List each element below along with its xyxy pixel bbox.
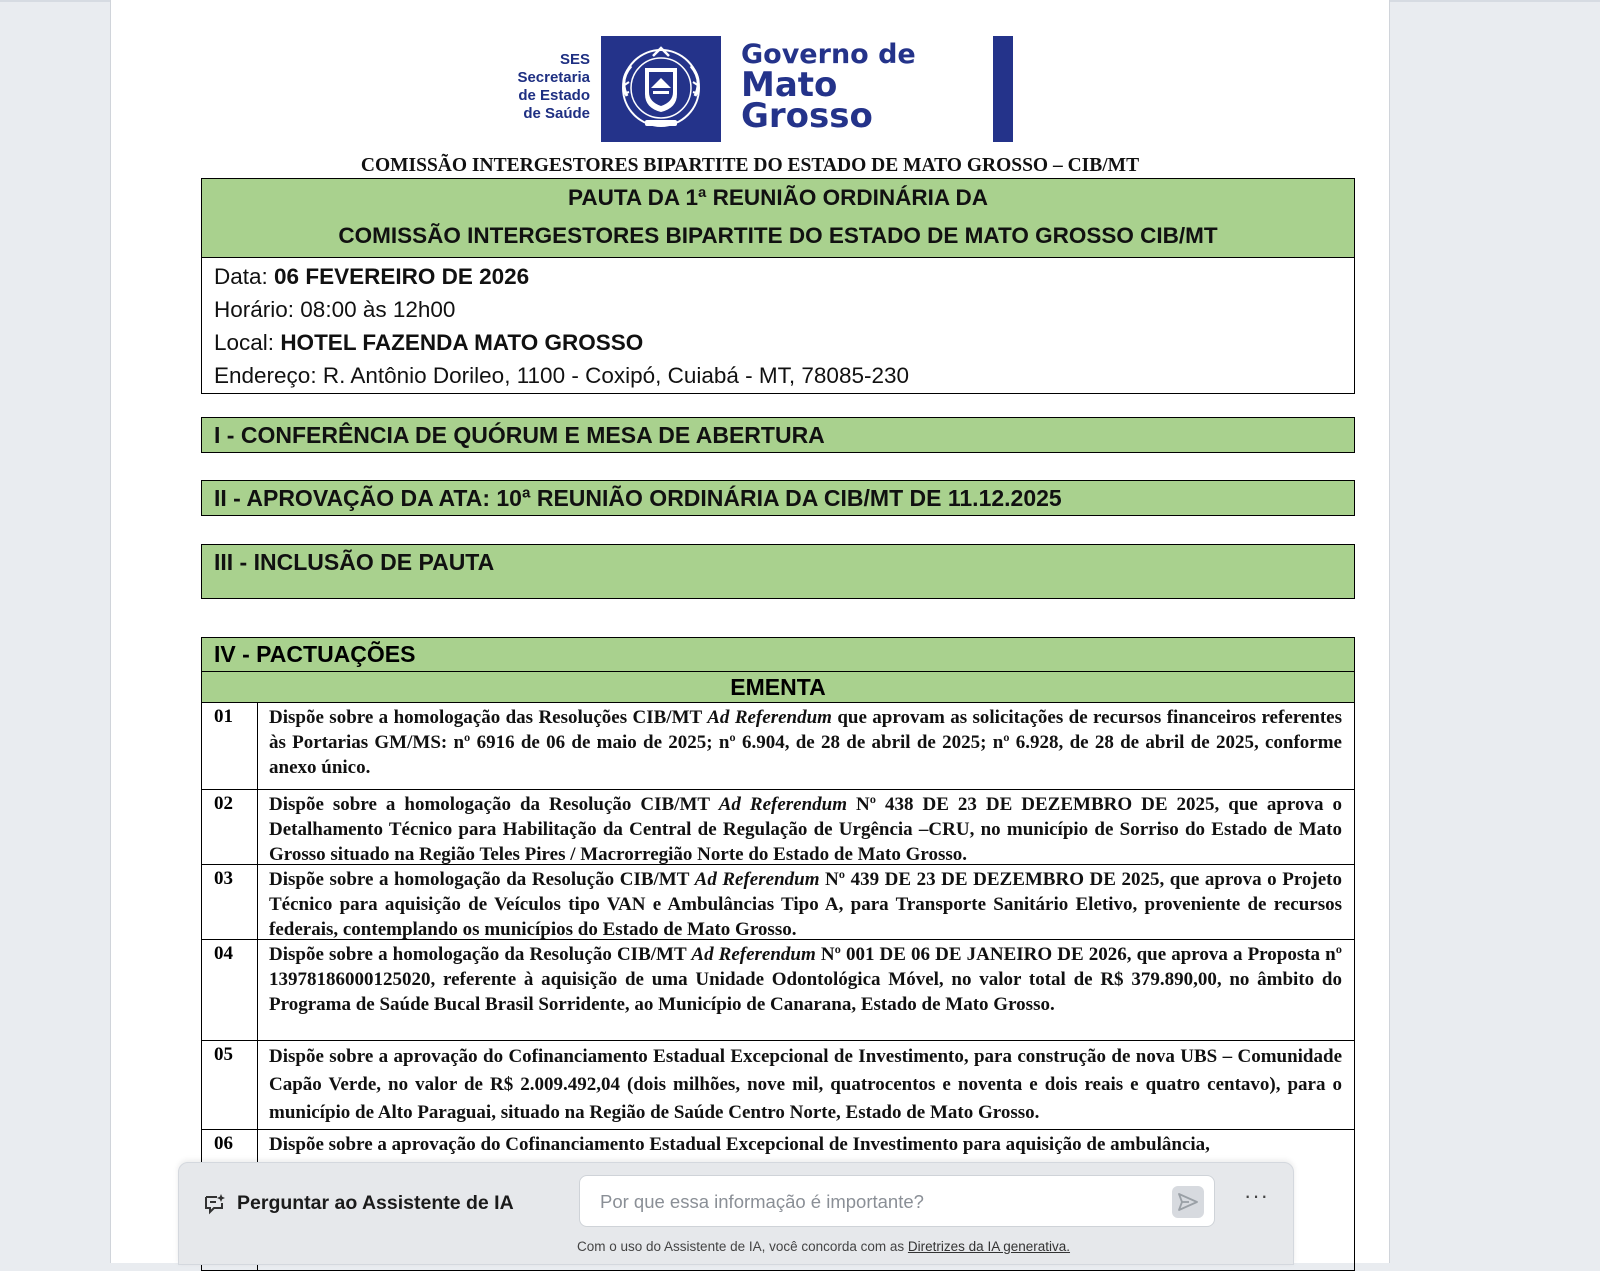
table-row: [202, 865, 1354, 940]
row-number: 02: [202, 790, 258, 864]
ai-disclaimer: Com o uso do Assistente de IA, você concorda com as Diretrizes da IA generativa.: [577, 1239, 1071, 1254]
gov-line: Grosso: [741, 96, 873, 136]
commission-title: COMISSÃO INTERGESTORES BIPARTITE DO ESTADO DE MATO GROSSO – CIB/MT: [360, 155, 1140, 176]
row-text: Dispõe sobre a aprovação do Cofinanciamento Estadual Excepcional de Investimento para aquisição de ambulância,: [269, 1134, 1210, 1155]
row-text: Dispõe sobre a homologação das Resoluções CIB/MT Ad Referendum que aprovam as solicitações de recursos financeiros referentes às Portarias GM/MS: nº 6916 de 06 de maio de 2025; nº 6.904, de 28 de abril de 2025; nº 6.928, de 28 de abril de 2025, conforme anexo único.: [269, 707, 1342, 778]
section-pactuacoes: IV - PACTUAÇÕES: [202, 638, 1354, 672]
ementa-header: EMENTA: [202, 672, 1354, 703]
crest-emblem-icon: [601, 36, 721, 142]
meeting-place: Local: HOTEL FAZENDA MATO GROSSO: [214, 330, 644, 355]
agenda-header-line2: COMISSÃO INTERGESTORES BIPARTITE DO ESTADO DE MATO GROSSO CIB/MT: [338, 223, 1218, 248]
send-icon: [1178, 1193, 1198, 1211]
row-number: 03: [202, 865, 258, 939]
send-button[interactable]: [1172, 1186, 1204, 1218]
meeting-info: [201, 257, 1355, 394]
table-row: [202, 940, 1354, 1041]
section-quorum: I - CONFERÊNCIA DE QUÓRUM E MESA DE ABERTURA: [201, 417, 1355, 453]
ai-question-input[interactable]: [598, 1188, 1162, 1216]
table-row: [202, 703, 1354, 790]
gov-line: Mato: [741, 65, 838, 105]
ses-line: SES: [559, 51, 590, 68]
ai-guidelines-link[interactable]: Diretrizes da IA generativa.: [907, 1239, 1071, 1254]
ses-line: Secretaria: [517, 69, 590, 86]
ai-assistant-bar: [178, 1162, 1294, 1265]
document-page: [110, 0, 1390, 1263]
row-number: 06: [202, 1130, 258, 1270]
ses-line: de Estado: [518, 87, 590, 104]
meeting-date: Data: 06 FEVEREIRO DE 2026: [214, 264, 530, 289]
meeting-address: Endereço: R. Antônio Dorileo, 1100 - Coxipó, Cuiabá - MT, 78085-230: [214, 363, 910, 388]
row-text: Dispõe sobre a homologação da Resolução CIB/MT Ad Referendum Nº 439 DE 23 DE DEZEMBRO DE 2025, que aprova o Projeto Técnico para aquisição de Veículos tipo VAN e Ambulâncias Tipo A, para Transporte Sanitário Eletivo, proveniente de recursos federais, contemplando os municípios do Estado de Mato Grosso.: [269, 869, 1342, 940]
agenda-header-line1: PAUTA DA 1ª REUNIÃO ORDINÁRIA DA: [568, 185, 988, 210]
government-logo: [486, 36, 1126, 142]
ses-text: [486, 51, 590, 123]
row-number: 05: [202, 1041, 258, 1129]
row-number: 04: [202, 940, 258, 1040]
row-text: Dispõe sobre a homologação da Resolução CIB/MT Ad Referendum Nº 438 DE 23 DE DEZEMBRO DE 2025, que aprova o Detalhamento Técnico para Habilitação da Central de Regulação de Urgência –CRU, no município de Sorriso do Estado de Mato Grosso situado na Região Teles Pires / Macrorregião Norte do Estado de Mato Grosso.: [269, 794, 1342, 865]
section-ata-approval: II - APROVAÇÃO DA ATA: 10ª REUNIÃO ORDINÁRIA DA CIB/MT DE 11.12.2025: [201, 480, 1355, 516]
meeting-time: Horário: 08:00 às 12h00: [214, 297, 456, 322]
row-number: 01: [202, 703, 258, 789]
row-text: Dispõe sobre a homologação da Resolução CIB/MT Ad Referendum Nº 001 DE 06 DE JANEIRO DE 2026, que aprova a Proposta nº 13978186000125020, referente à aquisição de uma Unidade Odontológica Móvel, no valor total de R$ 379.890,00, no âmbito do Programa de Saúde Bucal Brasil Sorridente, ao Município de Canarana, Estado de Mato Grosso.: [269, 944, 1342, 1015]
section-inclusao-pauta: III - INCLUSÃO DE PAUTA: [201, 544, 1355, 599]
ai-question-field: [579, 1175, 1215, 1227]
more-options-button[interactable]: ···: [1244, 1183, 1269, 1208]
table-row: [202, 1041, 1354, 1130]
agenda-header: [201, 178, 1355, 258]
row-text: Dispõe sobre a aprovação do Cofinanciamento Estadual Excepcional de Investimento, para construção de nova UBS – Comunidade Capão Verde, no valor de R$ 2.009.492,04 (dois milhões, nove mil, quatrocentos e noventa e dois reais e quatro centavo), para o município de Alto Paraguai, situado na Região de Saúde Centro Norte, Estado de Mato Grosso.: [269, 1046, 1342, 1123]
governo-wordmark: [741, 39, 916, 136]
logo-bar: [993, 36, 1013, 142]
ai-chat-sparkle-icon: [203, 1193, 227, 1215]
ai-assistant-label: Perguntar ao Assistente de IA: [237, 1192, 514, 1214]
ses-line: de Saúde: [523, 105, 590, 122]
gov-line: Governo de: [741, 39, 916, 70]
table-row: [202, 790, 1354, 865]
